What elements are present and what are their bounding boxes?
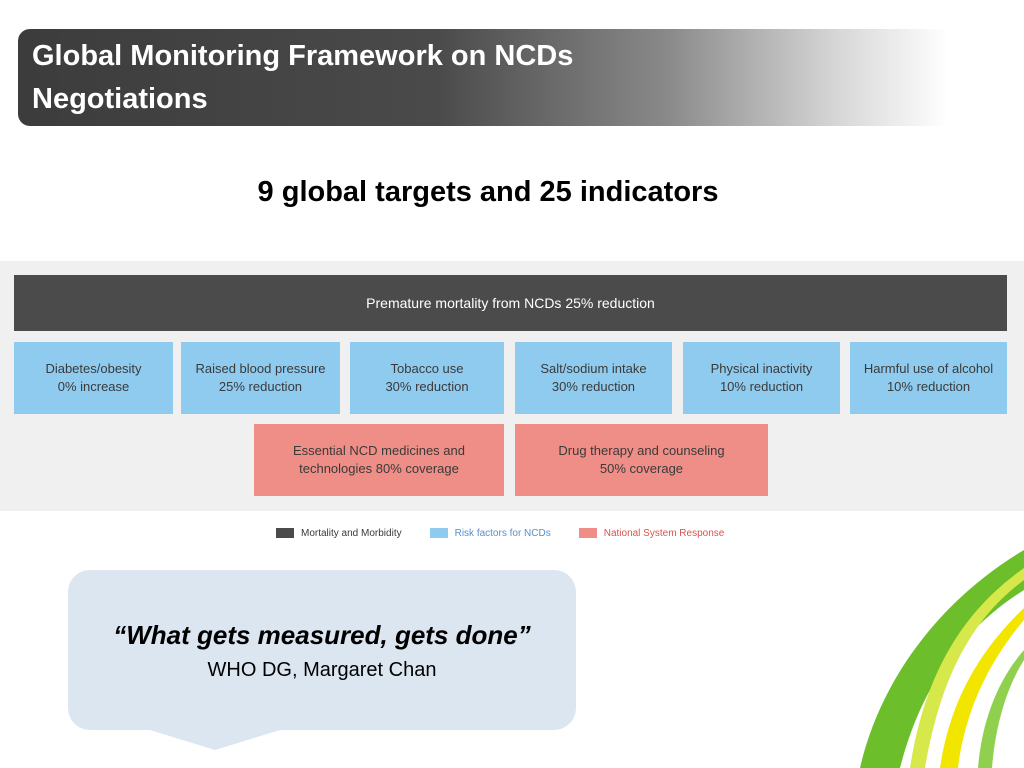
quote-text: “What gets measured, gets done” (113, 620, 531, 650)
risk-target-name: Tobacco use (390, 361, 464, 376)
legend-label-mortality: Mortality and Morbidity (301, 527, 402, 539)
legend-swatch-risk-factors (430, 528, 448, 538)
decorative-swoosh (840, 550, 1024, 768)
response-target-line-1: Essential NCD medicines and (293, 443, 465, 458)
title-banner (18, 29, 948, 126)
risk-target-value: 30% reduction (551, 379, 636, 394)
slide-title-line-1: Global Monitoring Framework on NCDs (32, 40, 574, 72)
response-target-line-2: technologies 80% coverage (299, 461, 459, 476)
legend-item-risk-factors (430, 528, 551, 539)
swoosh-green-band (860, 550, 1024, 768)
risk-target-value: 30% reduction (385, 379, 469, 394)
slide-subtitle: 9 global targets and 25 indicators (257, 176, 719, 208)
legend-swatch-system-response (579, 528, 597, 538)
response-target-drug-therapy (515, 424, 768, 496)
ncd-targets-diagram (0, 261, 1024, 511)
risk-target-value: 0% increase (57, 379, 130, 394)
risk-target-alcohol (850, 342, 1007, 414)
risk-target-value: 10% reduction (719, 379, 804, 394)
legend-swatch-mortality (276, 528, 294, 538)
response-target-medicines (254, 424, 504, 496)
slide-title (32, 35, 752, 121)
quote-bubble (68, 570, 576, 730)
legend-item-system-response (579, 528, 725, 539)
risk-target-salt (515, 342, 672, 414)
risk-target-blood-pressure (181, 342, 340, 414)
risk-target-name: Harmful use of alcohol (863, 361, 994, 376)
risk-target-name: Raised blood pressure (195, 361, 326, 376)
mortality-target-box (14, 275, 1007, 331)
risk-target-tobacco (350, 342, 504, 414)
response-target-line-2: 50% coverage (599, 461, 684, 476)
mortality-target-label: Premature mortality from NCDs 25% reduction (366, 295, 655, 311)
risk-target-name: Salt/sodium intake (540, 361, 647, 376)
legend-item-mortality (276, 528, 402, 539)
risk-target-diabetes (14, 342, 173, 414)
risk-target-name: Physical inactivity (710, 361, 813, 376)
slide-title-line-2: Negotiations (32, 83, 208, 115)
legend-label-system-response: National System Response (603, 527, 725, 539)
risk-target-value: 25% reduction (218, 379, 303, 394)
diagram-legend (276, 525, 752, 541)
legend-label-risk-factors: Risk factors for NCDs (454, 527, 551, 539)
quote-author: WHO DG, Margaret Chan (207, 659, 437, 681)
risk-target-physical-inactivity (683, 342, 840, 414)
response-target-line-1: Drug therapy and counseling (558, 443, 725, 458)
risk-target-value: 10% reduction (886, 379, 971, 394)
risk-target-name: Diabetes/obesity (45, 361, 142, 376)
quote-bubble-tail (150, 730, 280, 750)
